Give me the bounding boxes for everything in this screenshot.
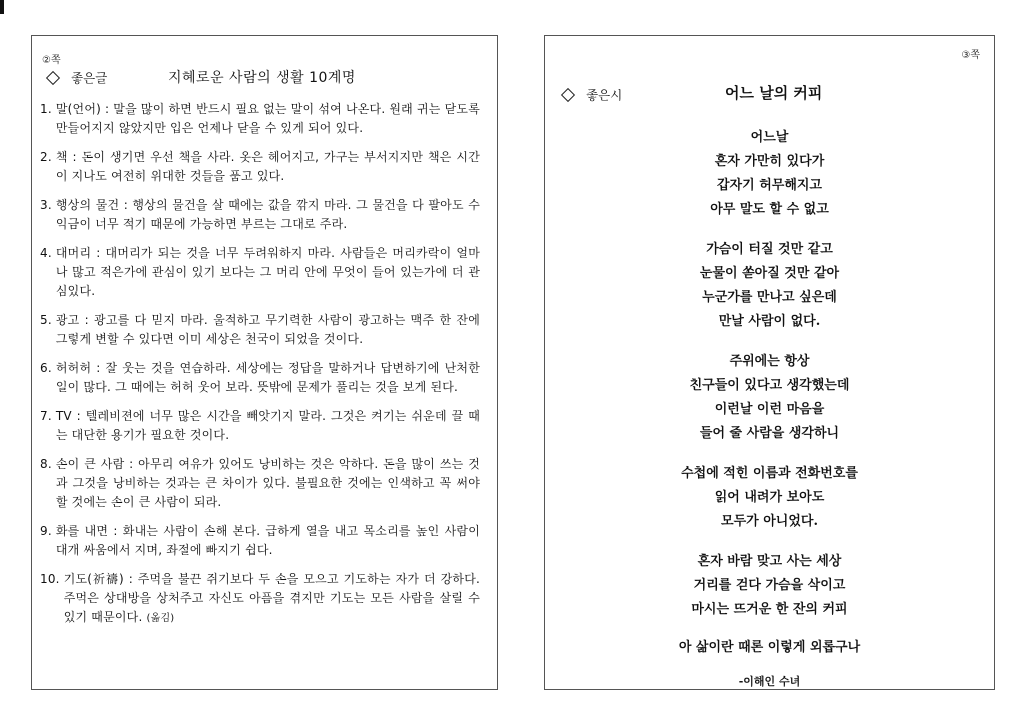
poem-line: 누군가를 만나고 싶은데 — [702, 290, 837, 305]
wisdom-item-text: 광고 : 광고를 다 믿지 마라. 울적하고 무기력한 사람이 광고하는 맥주 한 잔에 그렇게 변할 수 있다면 이미 세상은 천국이 되었을 것이다. — [55, 313, 480, 346]
wisdom-item — [40, 100, 480, 138]
poem-line: 아무 말도 할 수 없고 — [710, 202, 829, 217]
poem-final-line: 아 삶이란 때론 이렇게 외롭구나 — [678, 640, 861, 655]
poem-line: 친구들이 있다고 생각했는데 — [689, 378, 850, 393]
poem-line: 이런날 이런 마음을 — [714, 402, 825, 417]
poem-author: -이해인 수녀 — [738, 675, 801, 688]
wisdom-item-text — [64, 570, 480, 628]
wisdom-item-number: 4. — [40, 246, 52, 260]
wisdom-item — [40, 244, 480, 301]
wisdom-item-number: 1. — [40, 102, 52, 116]
poem-line: 마시는 뜨거운 한 잔의 커피 — [691, 602, 848, 617]
wisdom-item-text: 대머리 : 대머리가 되는 것을 너무 두려워하지 마라. 사람들은 머리카락이 얼마나 많고 적은가에 관심이 있기 보다는 그 머리 안에 무엇이 들어 있는가에 더 관심있다. — [55, 246, 480, 298]
diamond-bullet-icon — [561, 87, 575, 101]
wisdom-item — [40, 570, 480, 628]
wisdom-item-number: 9. — [40, 524, 52, 538]
left-page-panel — [31, 35, 498, 690]
poem-line: 읽어 내려가 보아도 — [714, 490, 825, 505]
left-page-category: 좋은글 — [71, 70, 108, 86]
wisdom-item-body: 기도(祈禱) : 주먹을 불끈 쥐기보다 두 손을 모으고 기도하는 자가 더 강하다. 주먹은 상대방을 상처주고 자신도 아픔을 겪지만 기도는 모든 사람을 살릴 수 있기 때문이다. — [63, 572, 480, 624]
wisdom-item-text: TV : 텔레비젼에 너무 많은 시간을 빼앗기지 말라. 그것은 켜기는 쉬운데 끌 때는 대단한 용기가 필요한 것이다. — [55, 409, 480, 442]
scan-corner-mark — [0, 0, 4, 14]
right-page-header — [563, 84, 983, 106]
poem-body — [545, 126, 994, 694]
poem-line: 가슴이 터질 것만 같고 — [706, 242, 833, 257]
wisdom-item — [40, 196, 480, 234]
poem-stanza — [545, 462, 994, 534]
wisdom-item — [40, 407, 480, 445]
poem-line: 만날 사람이 없다. — [718, 314, 821, 329]
wisdom-item — [40, 311, 480, 349]
wisdom-item-number: 2. — [40, 150, 52, 164]
right-page-number: ③쪽 — [961, 50, 980, 61]
left-page-header — [48, 67, 488, 87]
left-page-title: 지혜로운 사람의 생활 10계명 — [168, 70, 356, 86]
poem-stanza — [545, 550, 994, 622]
wisdom-item-number: 7. — [40, 409, 52, 423]
poem-stanza — [545, 350, 994, 446]
poem-title: 어느 날의 커피 — [725, 84, 823, 102]
wisdom-item-number: 10. — [40, 572, 60, 586]
credit-note: (옮김) — [146, 613, 175, 624]
wisdom-item-text: 말(언어) : 말을 많이 하면 반드시 필요 없는 말이 섞여 나온다. 원래 귀는 닫도록 만들어지지 않았지만 입은 언제나 닫을 수 있게 되어 있다. — [55, 102, 480, 135]
poem-line: 어느날 — [750, 130, 789, 145]
wisdom-item-number: 8. — [40, 457, 52, 471]
wisdom-item-text: 손이 큰 사람 : 아무리 여유가 있어도 낭비하는 것은 악하다. 돈을 많이 쓰는 것과 그것을 낭비하는 것과는 큰 차이가 있다. 불필요한 것에는 인색하고 꼭 써야 할 것에는 손이 큰 사람이 되라. — [55, 457, 480, 509]
poem-line: 들어 줄 사람을 생각하니 — [699, 426, 840, 441]
poem-line: 눈물이 쏟아질 것만 같아 — [699, 266, 840, 281]
poem-line: 거리를 걷다 가슴을 삭이고 — [693, 578, 846, 593]
right-page-panel — [544, 35, 995, 690]
wisdom-item-text: 허허허 : 잘 웃는 것을 연습하라. 세상에는 정답을 말하거나 답변하기에 난처한 일이 많다. 그 때에는 허허 웃어 보라. 뜻밖에 문제가 풀리는 것을 보게 된다. — [55, 361, 480, 394]
wisdom-item-number: 6. — [40, 361, 52, 375]
wisdom-item — [40, 522, 480, 560]
wisdom-list — [40, 100, 480, 638]
left-page-number: ②쪽 — [42, 55, 61, 66]
wisdom-item-number: 5. — [40, 313, 52, 327]
wisdom-item-text: 행상의 물건 : 행상의 물건을 살 때에는 값을 깎지 마라. 그 물건을 다 팔아도 수익금이 너무 적기 때문에 가능하면 부르는 그대로 주라. — [55, 198, 480, 231]
poem-line: 혼자 바람 맞고 사는 세상 — [697, 554, 842, 569]
poem-line: 혼자 가만히 있다가 — [714, 154, 825, 169]
wisdom-item — [40, 455, 480, 512]
wisdom-item-text: 책 : 돈이 생기면 우선 책을 사라. 옷은 헤어지고, 가구는 부서지지만 책은 시간이 지나도 여전히 위대한 것들을 품고 있다. — [55, 150, 480, 183]
poem-stanza — [545, 126, 994, 222]
right-page-category: 좋은시 — [586, 87, 623, 103]
wisdom-item-text: 화를 내면 : 화내는 사람이 손해 본다. 급하게 열을 내고 목소리를 높인 사람이 대개 싸움에서 지며, 좌절에 빠지기 쉽다. — [55, 524, 480, 557]
poem-line: 모두가 아니었다. — [721, 514, 818, 529]
poem-line: 갑자기 허무해지고 — [717, 178, 822, 193]
wisdom-item — [40, 148, 480, 186]
wisdom-item-number: 3. — [40, 198, 52, 212]
diamond-bullet-icon — [46, 70, 60, 84]
wisdom-item — [40, 359, 480, 397]
poem-line: 주위에는 항상 — [729, 354, 810, 369]
poem-line: 수첩에 적힌 이름과 전화번호를 — [681, 466, 858, 481]
poem-stanza — [545, 238, 994, 334]
